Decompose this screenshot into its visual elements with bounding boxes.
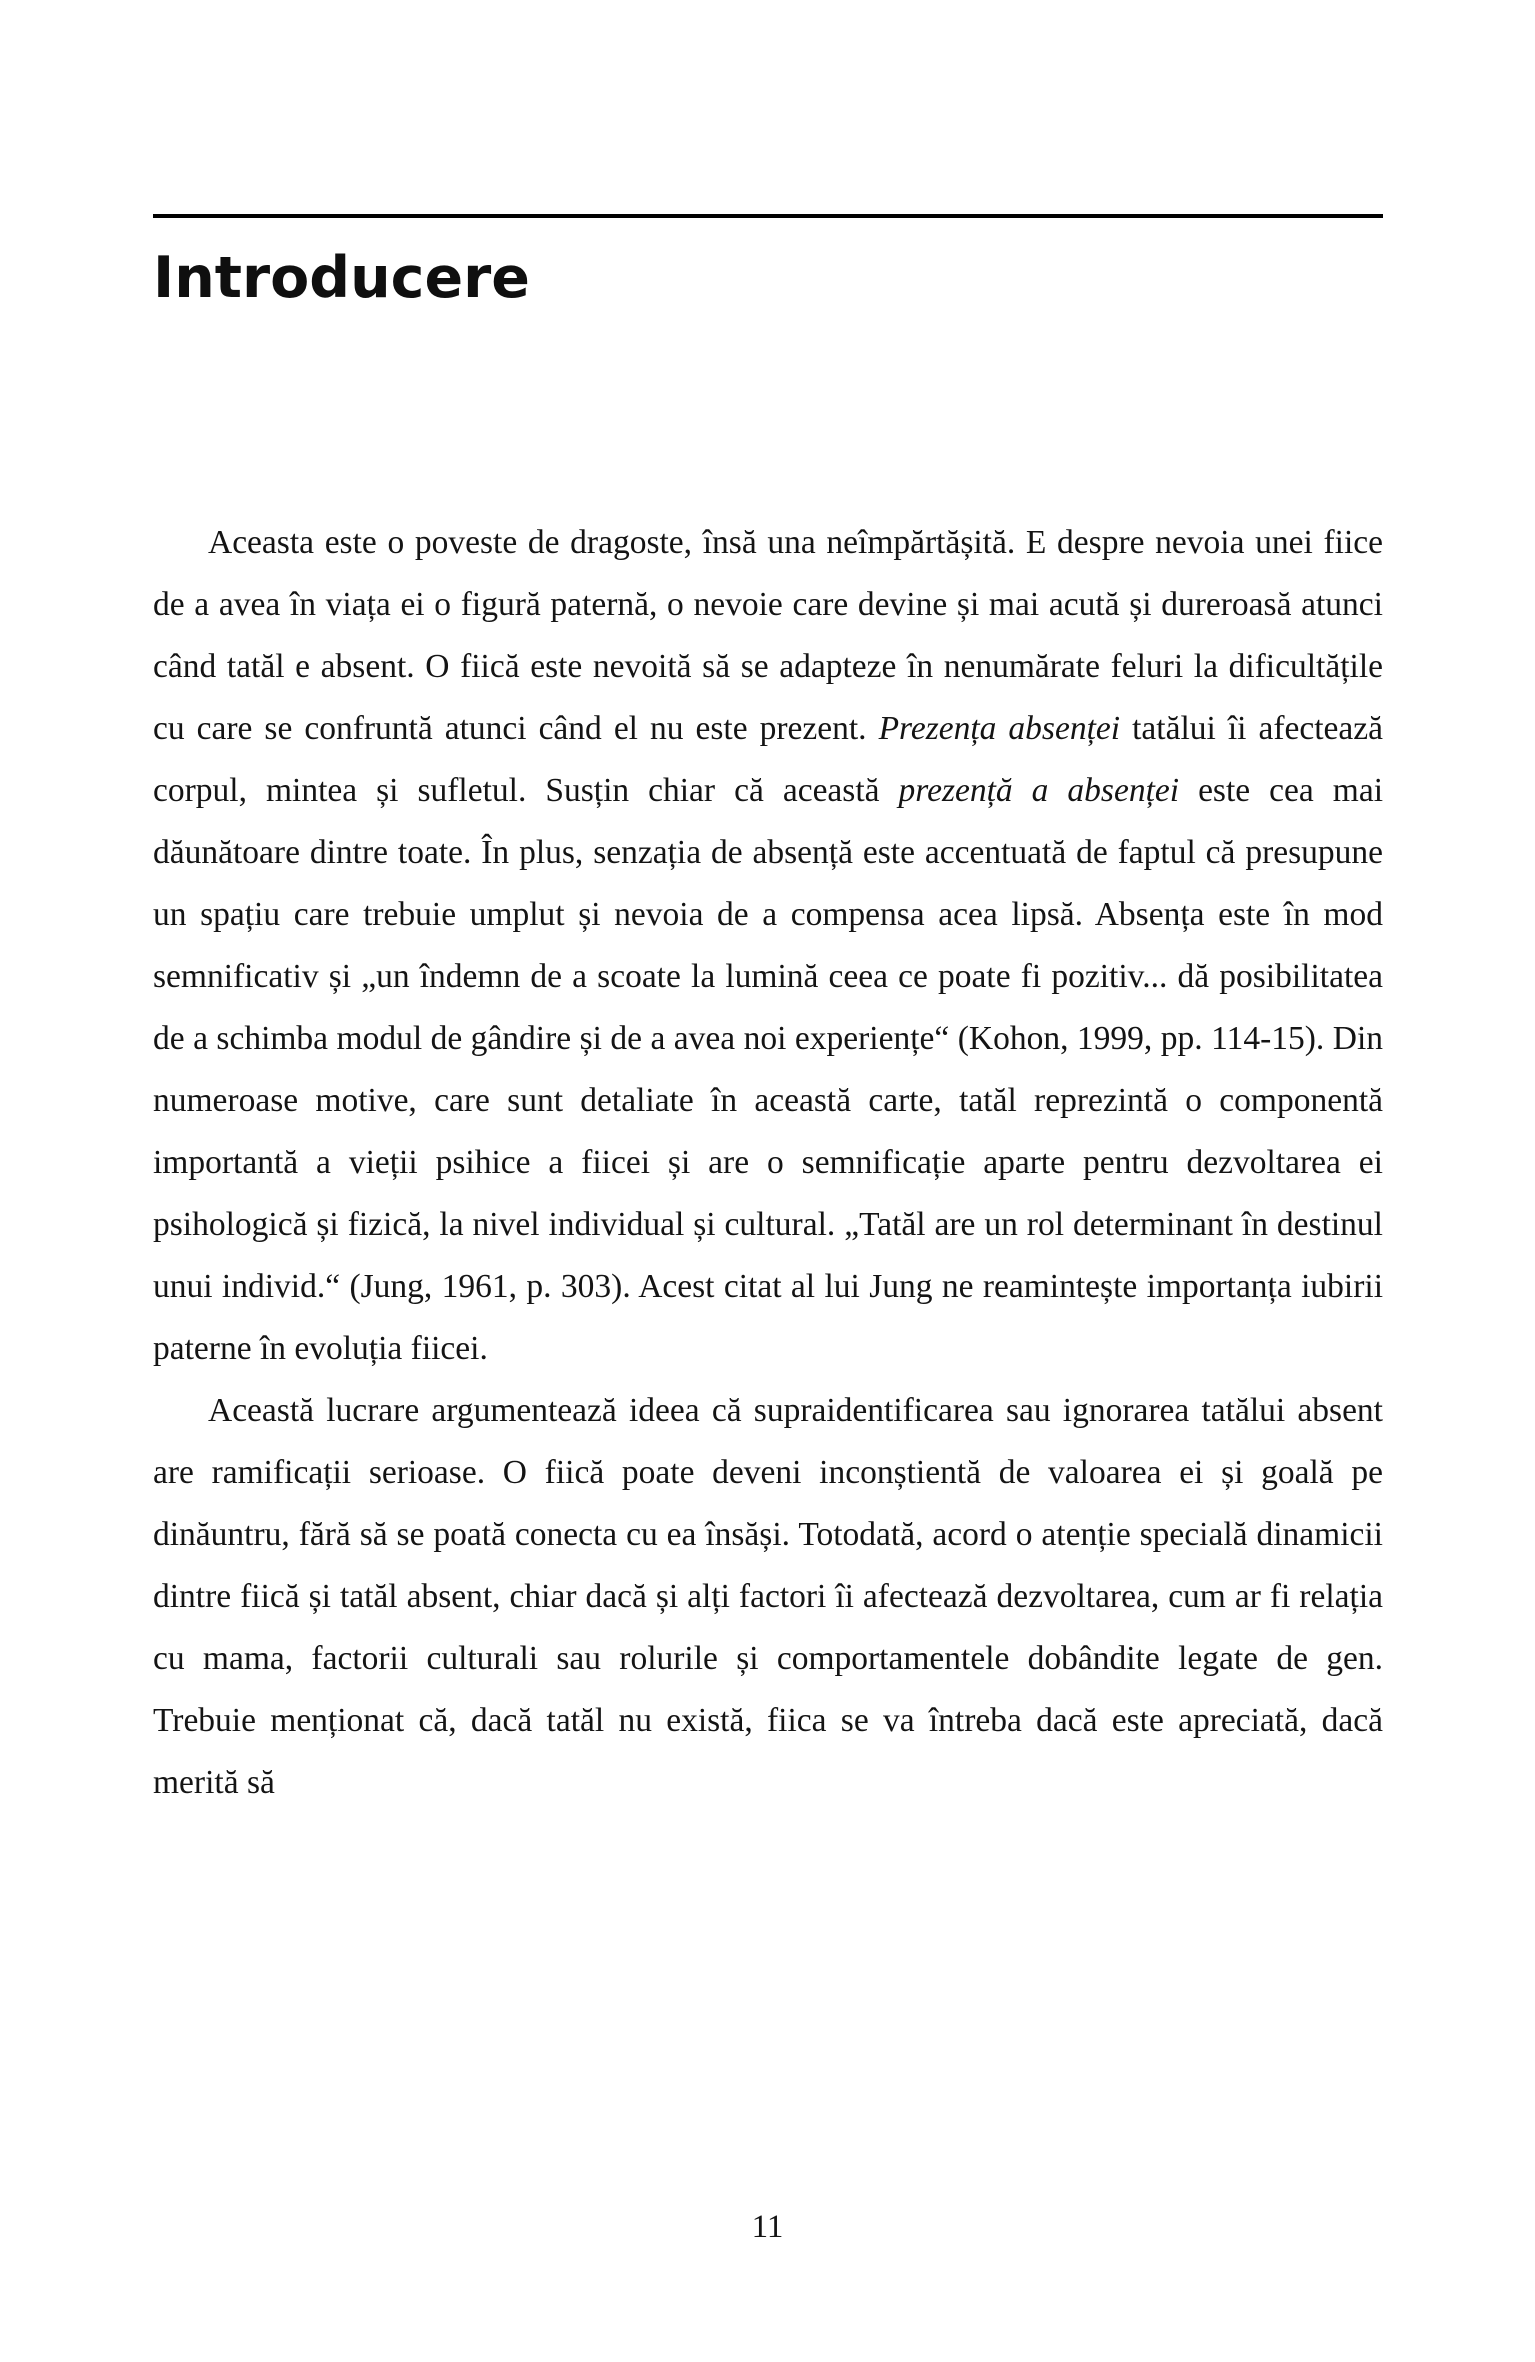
text-run: este cea mai dăunătoare dintre toate. În plus, senzația de absență este accentuată de faptul că presupune un spațiu care trebuie umplut și nevoia de a compensa acea lipsă. Absența este în mod semnificativ și „un îndemn de a scoate la lumină ceea ce poate fi pozitiv... dă posibilitatea de a schimba modul de gândire și de a avea noi experiențe“ (Kohon, 1999, pp. 114-15). Din numeroase motive, care sunt detaliate în această carte, tatăl reprezintă o componentă importantă a vieții psihice a fiicei și are o semnificație aparte pentru dezvoltarea ei psihologică și fizică, la nivel individual și cultural. „Tatăl are un rol determinant în destinul unui individ.“ (Jung, 1961, p. 303). Acest citat al lui Jung ne reamintește importanța iubirii paterne în evoluția fiicei. (153, 771, 1383, 1367)
text-run-italic: Prezența absenței (878, 709, 1121, 747)
chapter-title: Introducere (153, 245, 530, 311)
text-run: Aceasta este o poveste de dragoste, însă una neîmpărtășită. E despre nevoia unei fiice de a avea în viața ei o figură paternă, o nevoie care devine și mai acută și dureroasă atunci când tatăl e absent. O fiică este nevoită să se adapteze în nenumărate feluri la dificultățile cu care se confruntă atunci când el nu este prezent. (153, 523, 1383, 747)
paragraph-2 (153, 1380, 1383, 1814)
text-run: Această lucrare argumentează ideea că supraidentificarea sau ignorarea tatălui absent are ramificații serioase. O fiică poate deveni inconștientă de valoarea ei și goală pe dinăuntru, fără să se poată conecta cu ea însăși. Totodată, acord o atenție specială dinamicii dintre fiică și tatăl absent, chiar dacă și alți factori îi afectează dezvoltarea, cum ar fi relația cu mama, factorii culturali sau rolurile și comportamentele dobândite legate de gen. Trebuie menționat că, dacă tatăl nu există, fiica se va întreba dacă este apreciată, dacă merită să (153, 1391, 1383, 1801)
paragraph-1 (153, 512, 1383, 1380)
chapter-rule (153, 214, 1383, 218)
text-run-italic: prezență a absenței (898, 771, 1180, 809)
text-run: tatălui îi afectează corpul, mintea și sufletul. Susțin chiar că această (153, 709, 1383, 809)
page-number: 11 (751, 2209, 784, 2245)
body-text (153, 512, 1383, 1814)
